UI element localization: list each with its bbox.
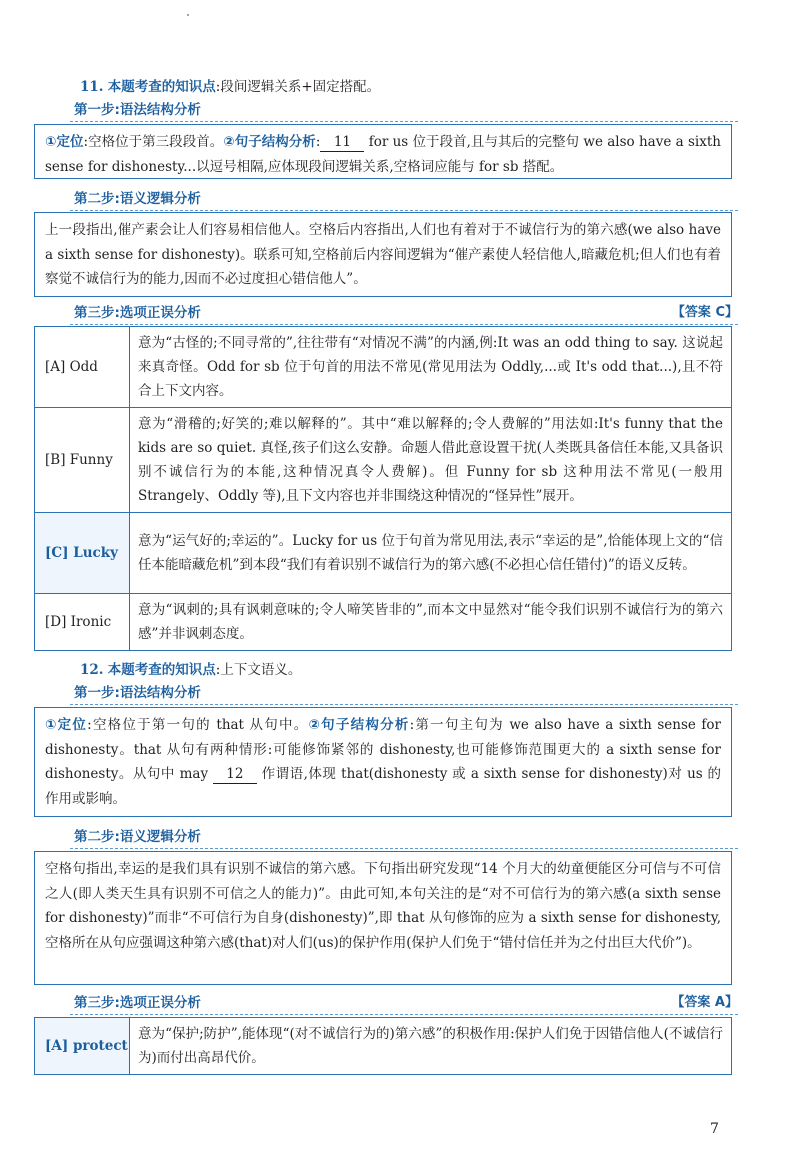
- q12-header: [80, 660, 301, 680]
- q11-number: 11.: [80, 79, 104, 95]
- q12-step2-divider: [70, 848, 738, 849]
- q11-option-b: [35, 408, 732, 513]
- q11-step1-heading: [70, 100, 738, 122]
- q11-option-a-label: [A] Odd: [35, 327, 130, 408]
- q11-step1-kw1: ①定位: [45, 134, 84, 150]
- q12-step3-divider: [70, 1014, 738, 1015]
- q11-step2-box: [34, 212, 732, 297]
- q11-option-c-desc: 意为“运气好的;幸运的”。Lucky for us 位于句首为常见用法,表示“幸运的是”,恰能体现上文的“信任本能暗藏危机”到本段“我们有着识别不诚信行为的第六感(不必担心信任错付)”的语义反转。: [130, 513, 732, 594]
- q12-step2-box: [34, 851, 732, 985]
- q12-step3-title: 第三步:选项正误分析: [74, 995, 201, 1011]
- q11-step2-divider: [70, 210, 738, 211]
- q12-kp-label: 本题考查的知识点: [107, 662, 216, 678]
- q12-step1-divider: [70, 704, 738, 705]
- q11-step3-heading: [70, 303, 738, 325]
- q11-option-b-desc: 意为“滑稽的;好笑的;难以解释的”。其中“难以解释的;令人费解的”用法如:It's funny that the kids are so quiet. 真怪,孩子们这么安静。命题人借此意设置干扰(人类既具备信任本能,又具备识别不诚信行为的本能,这种情况真令人费解)。但 Funny for sb 这种用法不常见(一般用 Strangely、Oddly 等),且下文内容也并非围绕这种情况的“怪异性”展开。: [130, 408, 732, 513]
- q12-step1-kw2: ②句子结构分析: [308, 717, 410, 733]
- q12-step2-text: 空格句指出,幸运的是我们具有识别不诚信的第六感。下句指出研究发现“14 个月大的幼童便能区分可信与不可信之人(即人类天生具有识别不可信之人的能力)”。由此可知,本句关注的是“对不可信行为的第六感(a sixth sense for dishonesty)”而非“不可信行为自身(dishonesty)”,即 that 从句修饰的应为 a sixth sense for dishonesty,空格所在从句应强调这种第六感(that)对人们(us)的保护作用(保护人们免于“错付信任并为之付出巨大代价”)。: [45, 861, 721, 951]
- q12-step1-title: 第一步:语法结构分析: [74, 685, 201, 701]
- q11-step1-t2: :: [315, 134, 321, 150]
- q11-step3-divider: [70, 324, 738, 325]
- q12-options-table: [34, 1017, 732, 1075]
- q11-option-b-label: [B] Funny: [35, 408, 130, 513]
- q12-step2-title: 第二步:语义逻辑分析: [74, 829, 201, 845]
- q11-step1-t3: for us 位于段首,且与其后的完整句 we also have a sixth sense for dishonesty...以逗号相隔,应体现段间逻辑关系,空格词应能与 for sb 搭配。: [45, 134, 721, 175]
- q11-blank: 11: [320, 133, 364, 152]
- q11-option-d: [35, 594, 732, 651]
- q12-blank: 12: [213, 765, 257, 784]
- q12-kp-text: :上下文语义。: [215, 662, 302, 678]
- q12-step2-heading: [70, 827, 738, 849]
- q12-step1-kw1: ①定位: [45, 717, 88, 733]
- q12-step3-heading: [70, 993, 738, 1015]
- page-number: 7: [710, 1121, 719, 1137]
- q11-step1-box: [34, 124, 732, 179]
- q11-step1-divider: [70, 121, 738, 122]
- q11-answer: 【答案 C】: [671, 305, 738, 320]
- q11-step2-title: 第二步:语义逻辑分析: [74, 191, 201, 207]
- q11-step2-heading: [70, 189, 738, 211]
- q11-options-table: [34, 326, 732, 651]
- q11-option-a: [35, 327, 732, 408]
- q11-kp-label: 本题考查的知识点: [107, 79, 216, 95]
- q11-step1-kw2: ②句子结构分析: [223, 134, 316, 150]
- q11-option-a-desc: 意为“古怪的;不同寻常的”,往往带有“对情况不满”的内涵,例:It was an odd thing to say. 这说起来真奇怪。Odd for sb 位于句首的用法不常见(常见用法为 Oddly,...或 It's odd that...),且不符合上下文内容。: [130, 327, 732, 408]
- q12-number: 12.: [80, 662, 104, 678]
- q12-option-a-label: [A] protect: [35, 1018, 130, 1075]
- q12-step1-t1: :空格位于第一句的 that 从句中。: [87, 717, 309, 733]
- q11-step1-title: 第一步:语法结构分析: [74, 102, 201, 118]
- q11-step1-t1: :空格位于第三段段首。: [83, 134, 224, 150]
- q11-header: [80, 77, 380, 97]
- q12-step1-heading: [70, 683, 738, 705]
- q11-option-d-label: [D] Ironic: [35, 594, 130, 651]
- q12-option-a: [35, 1018, 732, 1075]
- q12-step1-t3: 作谓语,体现 that(dishonesty 或 a sixth sense for dishonesty)对 us 的作用或影响。: [45, 766, 721, 807]
- q11-kp-text: :段间逻辑关系+固定搭配。: [215, 79, 381, 95]
- q12-answer: 【答案 A】: [671, 995, 738, 1010]
- q12-step1-box: [34, 707, 732, 817]
- q11-option-c-label: [C] Lucky: [35, 513, 130, 594]
- q11-step2-text: 上一段指出,催产素会让人们容易相信他人。空格后内容指出,人们也有着对于不诚信行为的第六感(we also have a sixth sense for dishonesty)。联系可知,空格前后内容间逻辑为“催产素使人轻信他人,暗藏危机;但人们也有着察觉不诚信行为的能力,因而不必过度担心错信他人”。: [45, 222, 721, 287]
- q11-option-d-desc: 意为“讽刺的;具有讽刺意味的;令人啼笑皆非的”,而本文中显然对“能令我们识别不诚信行为的第六感”并非讽刺态度。: [130, 594, 732, 651]
- q11-step3-title: 第三步:选项正误分析: [74, 305, 201, 321]
- q11-option-c: [35, 513, 732, 594]
- q12-option-a-desc: 意为“保护;防护”,能体现“(对不诚信行为的)第六感”的积极作用:保护人们免于因错信他人(不诚信行为)而付出高昂代价。: [130, 1018, 732, 1075]
- scan-speck: [187, 14, 189, 16]
- q12-step1-t2: :第一句主句为 we also have a sixth sense for dishonesty。that 从句有两种情形:可能修饰紧邻的 dishonesty,也可能修饰范围更大的 a sixth sense for dishonesty。从句中 may: [45, 717, 721, 782]
